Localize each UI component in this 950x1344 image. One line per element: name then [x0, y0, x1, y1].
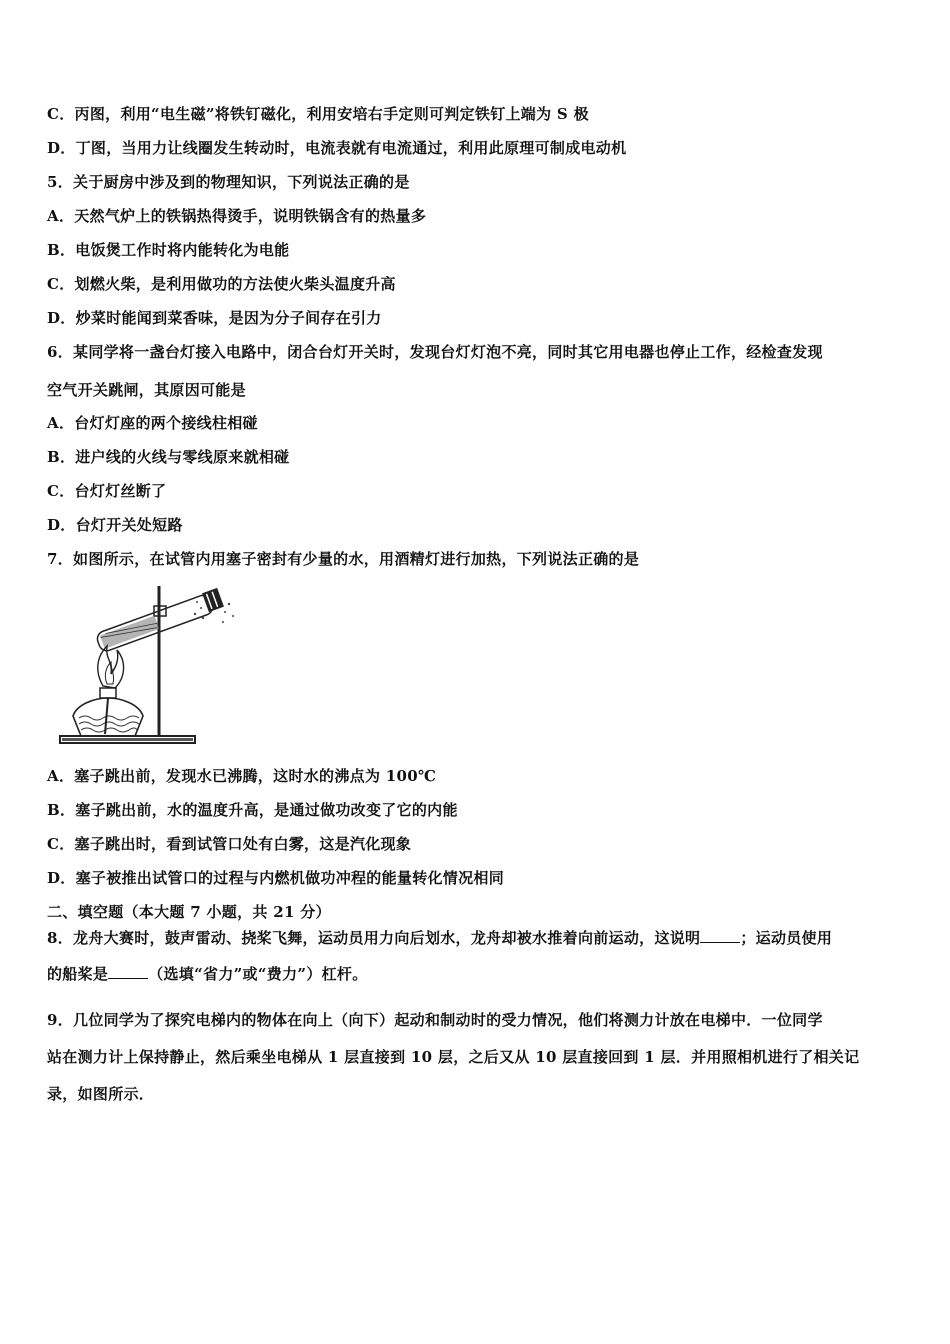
- test-tube-heating-figure: [55, 578, 245, 750]
- alcohol-liquid: [79, 716, 139, 732]
- q6-option-a: A．台灯灯座的两个接线柱相碰: [47, 414, 258, 432]
- q6-option-c: C．台灯灯丝断了: [47, 482, 167, 500]
- q7-option-a: A．塞子跳出前，发现水已沸腾，这时水的沸点为 100℃: [47, 767, 437, 785]
- q6-stem-line2: 空气开关跳闸，其原因可能是: [47, 381, 246, 399]
- q5-option-c: C．划燃火柴，是利用做功的方法使火柴头温度升高: [47, 275, 396, 293]
- q9-line3: 录，如图所示．: [47, 1085, 155, 1103]
- q6-stem-line1: 6．某同学将一盏台灯接入电路中，闭合台灯开关时，发现台灯灯泡不亮，同时其它用电器也停止工作，经检查发现: [47, 343, 823, 361]
- q6-option-b: B．进户线的火线与零线原来就相碰: [47, 448, 290, 466]
- q5-option-b: B．电饭煲工作时将内能转化为电能: [47, 241, 290, 259]
- stopper: [202, 588, 224, 612]
- q7-option-d: D．塞子被推出试管口的过程与内燃机做功冲程的能量转化情况相同: [47, 869, 505, 887]
- q5-stem: 5．关于厨房中涉及到的物理知识，下列说法正确的是: [47, 173, 410, 191]
- q7-option-b: B．塞子跳出前，水的温度升高，是通过做功改变了它的内能: [47, 801, 458, 819]
- q5-option-d: D．炒菜时能闻到菜香味，是因为分子间存在引力: [47, 309, 382, 327]
- q8-line1-text-a: 8．龙舟大赛时，鼓声雷动、挠桨飞舞，运动员用力向后划水，龙舟却被水推着向前运动，这说明: [47, 929, 701, 947]
- section-heading: 二、填空题（本大题 7 小题，共 21 分）: [47, 903, 331, 921]
- q4-option-c: C．丙图，利用“电生磁”将铁钉磁化，利用安培右手定则可判定铁钉上端为 S 极: [47, 105, 589, 123]
- stand-base-fill: [62, 738, 193, 741]
- burner-neck: [100, 688, 116, 698]
- q7-stem: 7．如图所示，在试管内用塞子密封有少量的水，用酒精灯进行加热，下列说法正确的是: [47, 550, 640, 568]
- q8-line2: [47, 963, 368, 984]
- q8-blank-2[interactable]: [108, 964, 148, 979]
- q9-line2: 站在测力计上保持静止，然后乘坐电梯从 1 层直接到 10 层，之后又从 10 层直接回到 1 层．并用照相机进行了相关记: [47, 1048, 860, 1066]
- q8-line2-text-a: 的船桨是: [47, 965, 109, 983]
- q8-line1: [47, 927, 832, 948]
- flame: [98, 646, 124, 688]
- q8-blank-1[interactable]: [700, 928, 740, 943]
- q9-line1: 9．几位同学为了探究电梯内的物体在向上（向下）起动和制动时的受力情况，他们将测力计放在电梯中．一位同学: [47, 1011, 823, 1029]
- q8-line2-text-b: （选填“省力”或“费力”）杠杆。: [148, 965, 368, 983]
- q6-option-d: D．台灯开关处短路: [47, 516, 183, 534]
- q7-option-c: C．塞子跳出时，看到试管口处有白雾，这是汽化现象: [47, 835, 412, 853]
- q5-option-a: A．天然气炉上的铁锅热得烫手，说明铁锅含有的热量多: [47, 207, 427, 225]
- q8-line1-text-b: ；运动员使用: [740, 929, 833, 947]
- q4-option-d: D．丁图，当用力让线圈发生转动时，电流表就有电流通过，利用此原理可制成电动机: [47, 139, 627, 157]
